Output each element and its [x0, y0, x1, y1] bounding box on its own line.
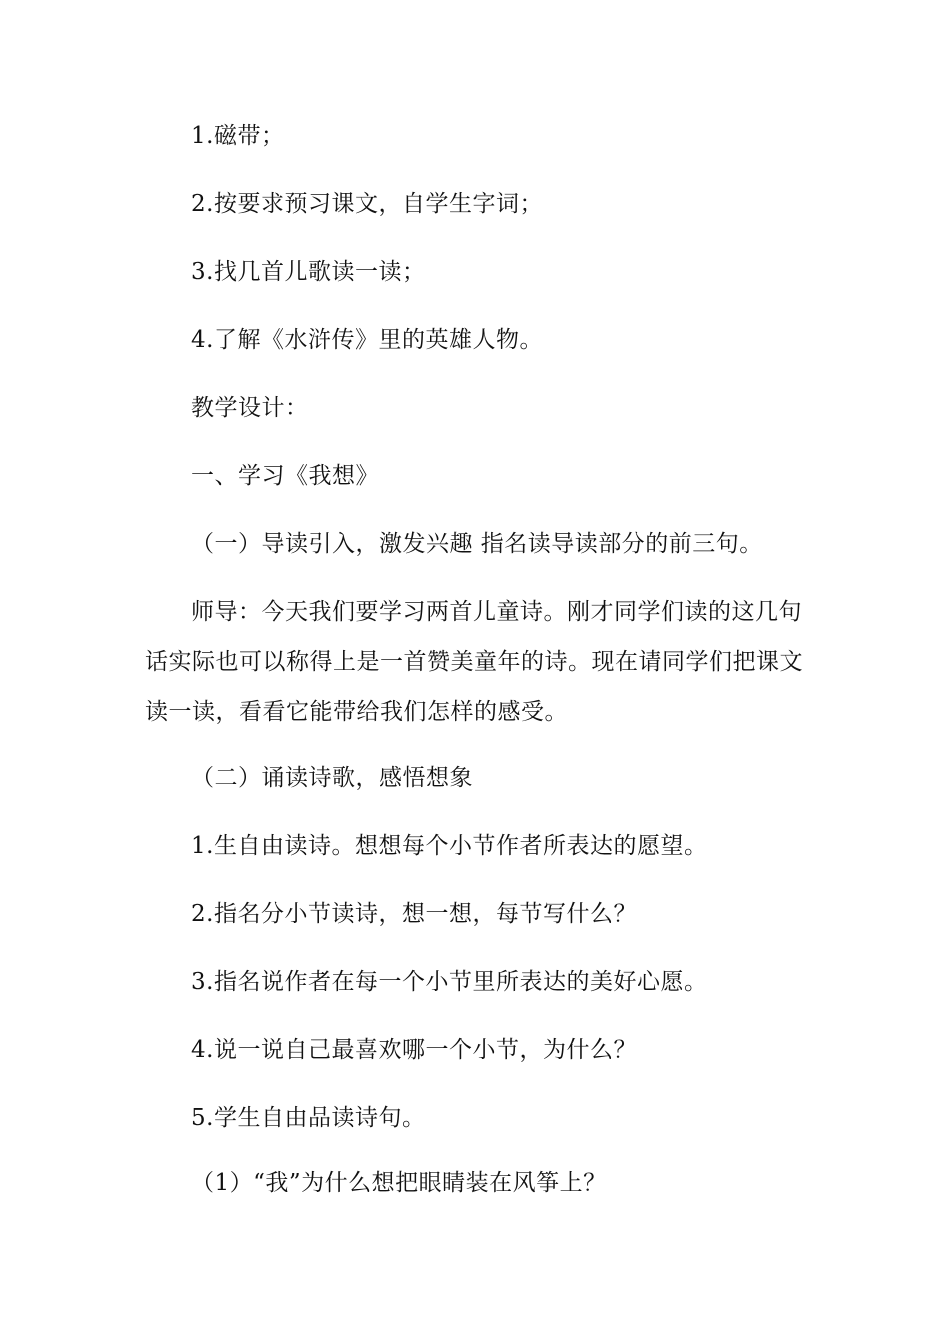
paragraph-line-2: 话实际也可以称得上是一首赞美童年的诗。现在请同学们把课文 [145, 649, 803, 675]
step-item-2: 2.指名分小节读诗，想一想，每节写什么？ [191, 901, 637, 927]
subsection-heading-intro: （一）导读引入，激发兴趣 指名读导读部分的前三句。 [191, 531, 763, 557]
step-item-5: 5.学生自由品读诗句。 [191, 1105, 426, 1131]
step-item-1: 1.生自由读诗。想想每个小节作者所表达的愿望。 [191, 833, 708, 859]
step-item-3: 3.指名说作者在每一个小节里所表达的美好心愿。 [191, 969, 708, 995]
materials-item-1: 1.磁带； [191, 123, 285, 149]
materials-item-2: 2.按要求预习课文，自学生字词； [191, 191, 543, 217]
question-item-1: （1）“我”为什么想把眼睛装在风筝上？ [191, 1170, 607, 1196]
step-item-4: 4.说一说自己最喜欢哪一个小节，为什么？ [191, 1037, 637, 1063]
materials-item-3: 3.找几首儿歌读一读； [191, 259, 426, 285]
materials-item-4: 4.了解《水浒传》里的英雄人物。 [191, 327, 543, 353]
paragraph-line-3: 读一读，看看它能带给我们怎样的感受。 [145, 699, 568, 725]
paragraph-line-1: 师导：今天我们要学习两首儿童诗。刚才同学们读的这几句 [191, 599, 802, 625]
section-heading-teaching-design: 教学设计： [191, 395, 309, 421]
section-heading-part-one: 一、学习《我想》 [191, 463, 379, 489]
subsection-heading-recite: （二）诵读诗歌，感悟想象 [191, 765, 473, 791]
